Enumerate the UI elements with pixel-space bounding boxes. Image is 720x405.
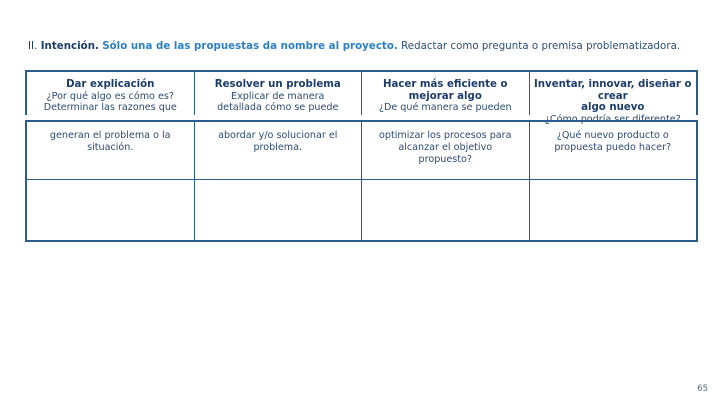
description-cell: optimizar los procesos para alcanzar el objetivo propuesto? bbox=[361, 122, 529, 179]
table-header-row bbox=[25, 70, 698, 125]
header-title: Resolver un problema bbox=[214, 79, 341, 90]
header-title: Hacer más eficiente o mejorar algo bbox=[383, 79, 508, 102]
answer-cell-explanation[interactable] bbox=[27, 180, 194, 240]
header-title: Inventar, innovar, diseñar o crear algo nuevo bbox=[534, 79, 692, 113]
table-row-descriptions bbox=[27, 122, 696, 180]
answer-cell-solve-problem[interactable] bbox=[194, 180, 362, 240]
header-description: ¿Cómo podría ser diferente? bbox=[544, 113, 681, 125]
description-cell: generan el problema o la situación. bbox=[49, 130, 171, 153]
description-cell: abordar y/o solucionar el problema. bbox=[194, 122, 362, 179]
header-cell-solve-problem bbox=[194, 72, 362, 115]
page-number: 65 bbox=[697, 384, 708, 394]
header-description: ¿De qué manera se pueden bbox=[378, 102, 512, 113]
section-number: II. bbox=[28, 41, 38, 52]
header-cell-innovate bbox=[529, 72, 697, 125]
table-row-answers bbox=[27, 180, 696, 240]
section-heading bbox=[28, 41, 708, 52]
header-description: Explicar de manera detallada cómo se puede bbox=[217, 90, 339, 113]
section-instruction: Redactar como pregunta o premisa problematizadora. bbox=[401, 41, 681, 52]
header-cell-explanation bbox=[27, 72, 194, 115]
header-cell-improve bbox=[361, 72, 529, 115]
section-label: Intención. bbox=[40, 41, 99, 52]
header-title: Dar explicación bbox=[66, 79, 155, 90]
answer-cell-improve[interactable] bbox=[361, 180, 529, 240]
section-highlight: Sólo una de las propuestas da nombre al proyecto. bbox=[102, 41, 398, 52]
header-description: ¿Por qué algo es cómo es? Determinar las razones que bbox=[43, 90, 177, 113]
answer-cell-innovate[interactable] bbox=[529, 180, 697, 240]
table-body bbox=[25, 120, 698, 242]
description-cell: ¿Qué nuevo producto o propuesta puedo hacer? bbox=[529, 122, 697, 179]
